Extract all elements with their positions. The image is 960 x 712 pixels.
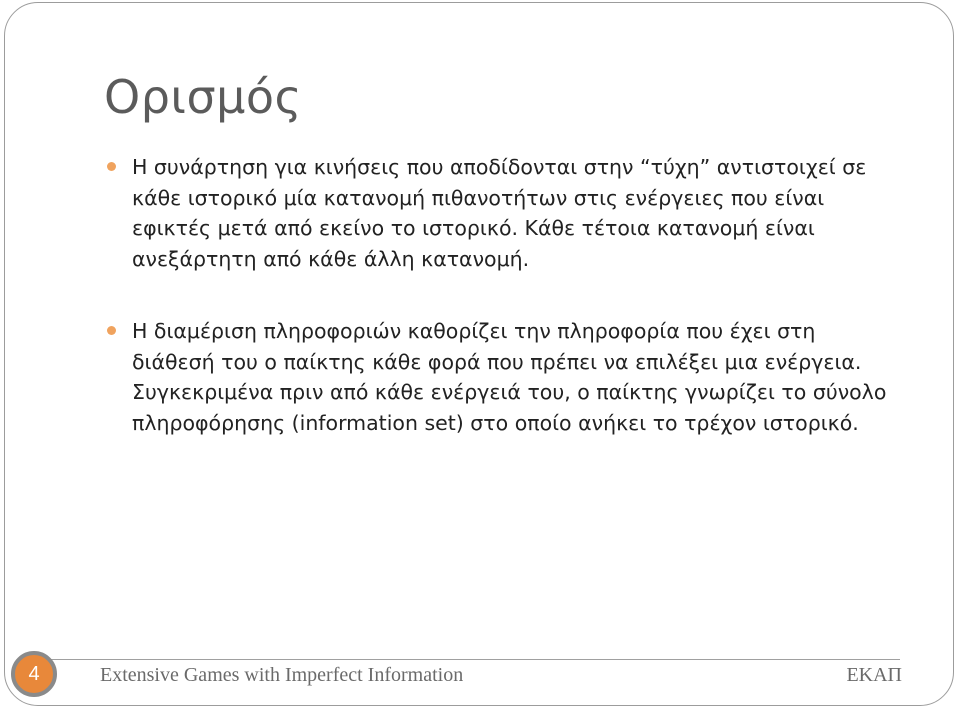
bullet-dot-icon <box>107 326 116 335</box>
page-number: 4 <box>28 663 40 685</box>
footer-course-title: Extensive Games with Imperfect Information <box>100 664 464 686</box>
bullet-list <box>104 152 904 438</box>
bullet-item <box>104 316 904 438</box>
footer-divider <box>34 659 900 660</box>
page-number-badge <box>11 651 57 697</box>
bullet-item <box>104 152 904 274</box>
footer-organization: ΕΚΑΠ <box>846 664 902 686</box>
bullet-text: Η συνάρτηση για κινήσεις που αποδίδονται στην “τύχη” αντιστοιχεί σε κάθε ιστορικό μία κατανομή πιθανοτήτων στις ενέργειες που είναι εφικτές μετά από εκείνο το ιστορικό. Κάθε τέτοια κατανομή είναι ανεξάρτητη από κάθε άλλη κατανομή. <box>132 155 867 271</box>
bullet-text: Η διαμέριση πληροφοριών καθορίζει την πληροφορία που έχει στη διάθεσή του ο παίκτης κάθε φορά που πρέπει να επιλέξει μια ενέργεια. Συγκεκριμένα πριν από κάθε ενέργειά του, ο παίκτης γνωρίζει το σύνολο πληροφόρησης (information set) στο οποίο ανήκει το τρέχον ιστορικό. <box>132 319 887 435</box>
slide-title: Ορισμός <box>104 70 303 124</box>
bullet-dot-icon <box>107 162 116 171</box>
